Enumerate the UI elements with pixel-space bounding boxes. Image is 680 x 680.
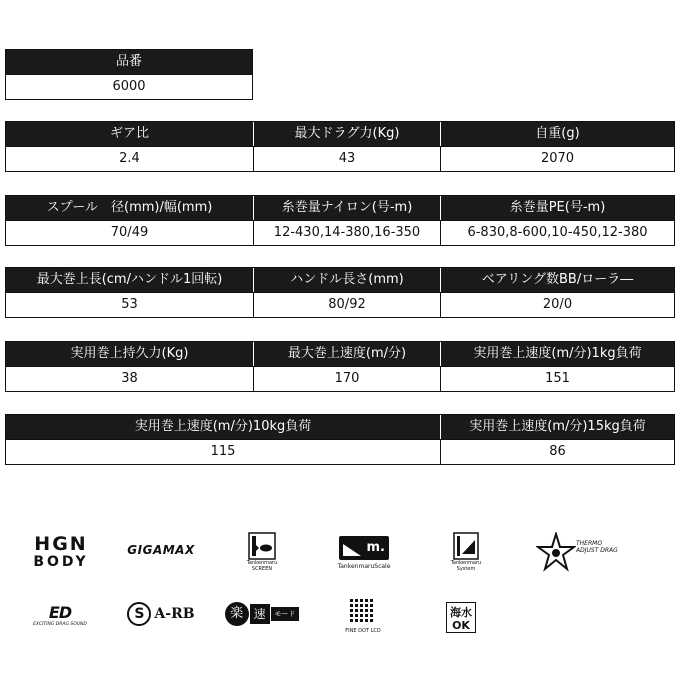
spec-table-gear <box>5 121 675 172</box>
seawater-ok-logo <box>444 598 478 636</box>
hgn-body-logo <box>22 532 100 572</box>
gigamax-logo-text: GIGAMAX <box>127 543 195 557</box>
header-speed-10kg: 実用巻上速度(m/分)10kg負荷 <box>6 415 441 439</box>
tankenmaru-scale-logo <box>324 532 404 574</box>
edrag-caption: EXCITING DRAG SOUND <box>33 622 87 627</box>
value-winding-endurance: 38 <box>6 366 254 391</box>
hgn-logo-text: HGN <box>34 532 88 555</box>
rakusoku-mode-text: モード <box>271 607 300 621</box>
fine-dot-lcd-logo <box>340 596 386 636</box>
header-line-capacity-nylon: 糸巻量ナイロン(号-m) <box>254 196 441 220</box>
dot-matrix-icon <box>349 598 377 626</box>
value-weight: 2070 <box>441 146 674 171</box>
header-weight: 自重(g) <box>441 122 674 146</box>
header-max-retrieve: 最大巻上長(cm/ハンドル1回転) <box>6 268 254 292</box>
thermo-star-icon <box>536 532 576 572</box>
sarb-text: A-RB <box>154 606 195 622</box>
value-speed-1kg: 151 <box>441 366 674 391</box>
tankenmaru-screen-logo <box>240 530 284 574</box>
spec-table-model <box>5 49 253 100</box>
screen-icon <box>248 532 276 560</box>
spec-table-retrieve <box>5 267 675 318</box>
system-icon <box>453 532 479 560</box>
value-speed-10kg: 115 <box>6 439 441 464</box>
screen-caption-top: Tankenmaru <box>246 560 278 566</box>
body-logo-text: BODY <box>33 553 89 570</box>
value-max-retrieve: 53 <box>6 292 254 317</box>
edrag-mark: ED <box>48 603 72 622</box>
header-max-drag: 最大ドラグ力(Kg) <box>254 122 441 146</box>
tankenmaru-system-logo <box>446 530 486 574</box>
spec-table-power <box>5 341 675 392</box>
header-handle-length: ハンドル長さ(mm) <box>254 268 441 292</box>
thermo-text-1: THERMO <box>576 540 603 547</box>
thermo-adjust-drag-logo <box>530 528 626 574</box>
sarb-s-mark: S <box>127 602 151 626</box>
spec-table-spool <box>5 195 675 246</box>
system-caption-bottom: System <box>456 566 476 572</box>
rakusoku-char-2: 速 <box>250 604 270 624</box>
gigamax-logo <box>120 538 202 562</box>
rakusoku-mode-logo <box>224 597 300 631</box>
header-max-winding-speed: 最大巻上速度(m/分) <box>254 342 441 366</box>
system-caption-top: Tankenmaru <box>450 560 482 566</box>
kaisui-char-2: 水 <box>461 605 472 619</box>
spec-table-load-speed <box>5 414 675 465</box>
value-max-drag: 43 <box>254 146 441 171</box>
value-line-capacity-nylon: 12-430,14-380,16-350 <box>254 220 441 245</box>
value-spool-size: 70/49 <box>6 220 254 245</box>
value-handle-length: 80/92 <box>254 292 441 317</box>
scale-caption: TankenmaruScale <box>337 563 391 570</box>
s-arb-logo <box>122 600 200 628</box>
header-model-number: 品番 <box>6 50 252 74</box>
value-speed-15kg: 86 <box>441 439 674 464</box>
finedot-caption: FINE DOT LCD <box>345 628 381 634</box>
rakusoku-char-1: 楽 <box>225 602 249 626</box>
value-max-winding-speed: 170 <box>254 366 441 391</box>
header-line-capacity-pe: 糸巻量PE(号-m) <box>441 196 674 220</box>
scale-mark-text: m. <box>366 540 385 555</box>
header-bearings: ベアリング数BB/ローラ― <box>441 268 674 292</box>
kaisui-char-1: 海 <box>450 605 461 619</box>
value-model-number: 6000 <box>6 74 252 99</box>
header-gear-ratio: ギア比 <box>6 122 254 146</box>
header-speed-15kg: 実用巻上速度(m/分)15kg負荷 <box>441 415 674 439</box>
kaisui-ok: OK <box>452 618 470 632</box>
value-line-capacity-pe: 6-830,8-600,10-450,12-380 <box>441 220 674 245</box>
header-winding-endurance: 実用巻上持久力(Kg) <box>6 342 254 366</box>
scale-icon <box>339 536 389 560</box>
value-bearings: 20/0 <box>441 292 674 317</box>
thermo-text-2: ADJUST DRAG <box>576 547 618 554</box>
exciting-drag-sound-logo <box>24 600 96 630</box>
screen-caption-bottom: SCREEN <box>251 566 273 572</box>
value-gear-ratio: 2.4 <box>6 146 254 171</box>
header-speed-1kg: 実用巻上速度(m/分)1kg負荷 <box>441 342 674 366</box>
header-spool-size: スプール 径(mm)/幅(mm) <box>6 196 254 220</box>
